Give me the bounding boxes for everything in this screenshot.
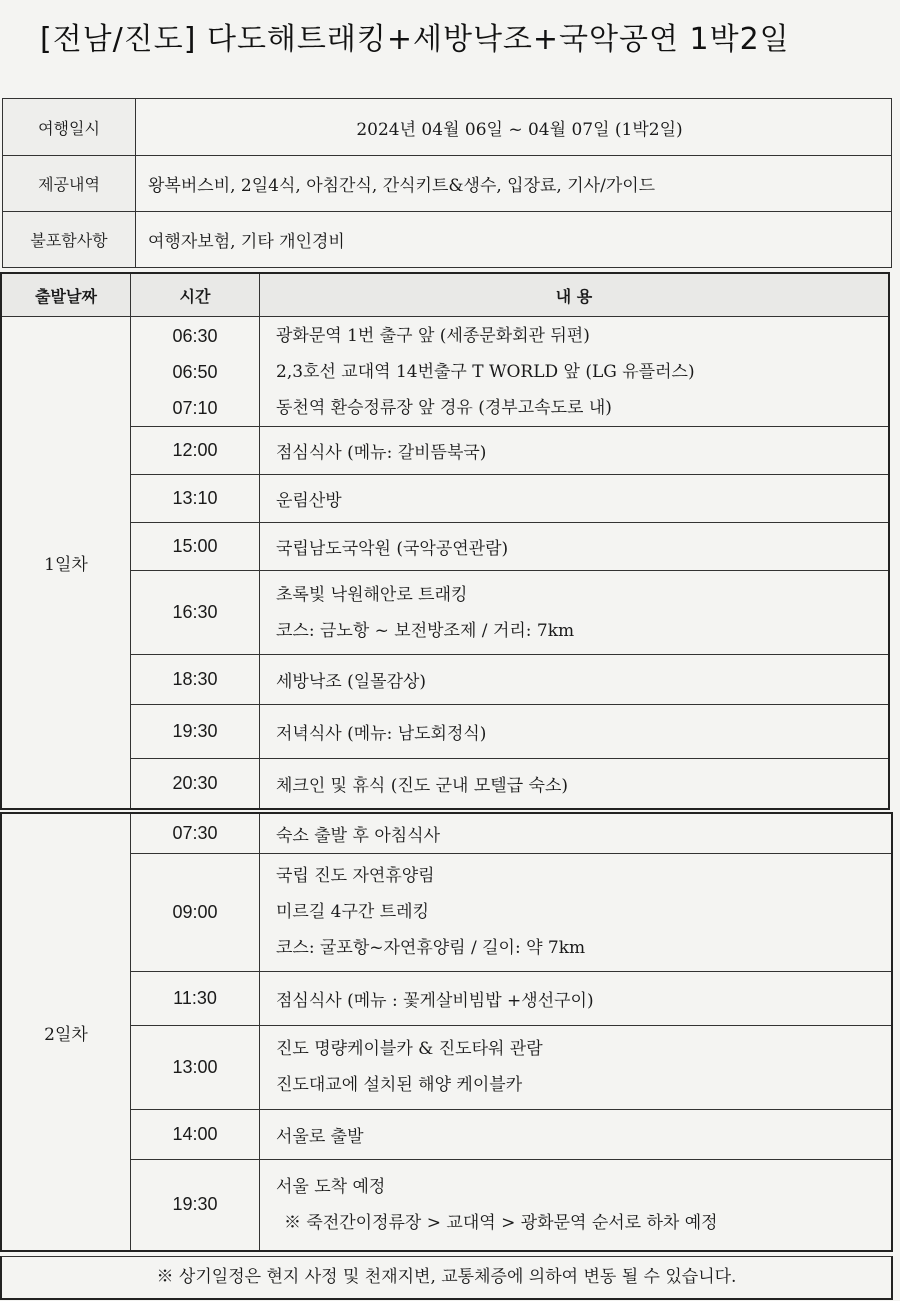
- time-cell: 11:30: [131, 971, 260, 1025]
- time-cell: 07:30: [131, 813, 260, 853]
- header-date: 출발날짜: [1, 273, 131, 317]
- time-cell: 15:00: [131, 523, 260, 571]
- date-label: 여행일시: [3, 99, 136, 156]
- time-cell: 13:10: [131, 475, 260, 523]
- content-cell: [260, 853, 893, 971]
- day1-label: 1일차: [1, 317, 131, 809]
- footer-note: ※ 상기일정은 현지 사정 및 천재지변, 교통체증에 의하여 변동 될 수 있습니다.: [0, 1256, 893, 1300]
- content-line: 국립 진도 자연휴양림: [276, 866, 435, 886]
- content-cell: 저녁식사 (메뉴: 남도회정식): [260, 705, 890, 759]
- content-line: 서울 도착 예정: [276, 1176, 386, 1197]
- content-line: 광화문역 1번 출구 앞 (세종문화회관 뒤편): [276, 325, 590, 346]
- content-cell: [260, 571, 890, 655]
- time-text: 06:50: [172, 361, 218, 382]
- time-cell: 18:30: [131, 655, 260, 705]
- time-cell: [131, 317, 260, 427]
- content-cell: 점심식사 (메뉴: 갈비뜸북국): [260, 427, 890, 475]
- date-value: 2024년 04월 06일 ~ 04월 07일 (1박2일): [136, 99, 892, 156]
- page-title: [전남/진도] 다도해트래킹+세방낙조+국악공연 1박2일: [40, 22, 790, 57]
- header-content: 내 용: [260, 273, 890, 317]
- header-time: 시간: [131, 273, 260, 317]
- content-cell: [260, 317, 890, 427]
- day1-schedule-table: [0, 272, 890, 810]
- content-line: 코스: 금노항 ~ 보전방조제 / 거리: 7km: [276, 620, 575, 641]
- excluded-value: 여행자보험, 기타 개인경비: [136, 212, 892, 268]
- time-cell: 20:30: [131, 759, 260, 809]
- time-cell: 09:00: [131, 853, 260, 971]
- content-line: 동천역 환승정류장 앞 경유 (경부고속도로 내): [276, 397, 612, 418]
- content-cell: 세방낙조 (일몰감상): [260, 655, 890, 705]
- content-line: 2,3호선 교대역 14번출구 T WORLD 앞 (LG 유플러스): [276, 361, 695, 382]
- excluded-label: 불포함사항: [3, 212, 136, 268]
- content-line: ※ 죽전간이정류장 > 교대역 > 광화문역 순서로 하차 예정: [284, 1212, 718, 1233]
- content-line: 미르길 4구간 트레킹: [276, 902, 429, 922]
- time-cell: 12:00: [131, 427, 260, 475]
- day2-label: 2일차: [1, 813, 131, 1251]
- time-cell: 19:30: [131, 705, 260, 759]
- time-cell: 14:00: [131, 1109, 260, 1159]
- content-cell: [260, 1159, 893, 1251]
- content-line: 초록빛 낙원해안로 트래킹: [276, 584, 468, 605]
- trip-info-table: [2, 98, 892, 268]
- content-cell: 점심식사 (메뉴 : 꽃게살비빔밥 +생선구이): [260, 971, 893, 1025]
- time-cell: 19:30: [131, 1159, 260, 1251]
- content-cell: 국립남도국악원 (국악공연관람): [260, 523, 890, 571]
- included-value: 왕복버스비, 2일4식, 아침간식, 간식키트&생수, 입장료, 기사/가이드: [136, 156, 892, 212]
- time-text: 06:30: [172, 325, 218, 346]
- time-cell: 13:00: [131, 1025, 260, 1109]
- content-cell: 체크인 및 휴식 (진도 군내 모텔급 숙소): [260, 759, 890, 809]
- included-label: 제공내역: [3, 156, 136, 212]
- content-cell: 운림산방: [260, 475, 890, 523]
- content-cell: 숙소 출발 후 아침식사: [260, 813, 893, 853]
- content-line: 코스: 굴포항~자연휴양림 / 길이: 약 7km: [276, 938, 586, 958]
- content-line: 진도 명량케이블카 & 진도타워 관람: [276, 1039, 543, 1059]
- time-cell: 16:30: [131, 571, 260, 655]
- content-line: 진도대교에 설치된 해양 케이블카: [276, 1075, 523, 1095]
- time-text: 07:10: [172, 397, 218, 418]
- day2-schedule-table: [0, 812, 893, 1252]
- content-cell: [260, 1025, 893, 1109]
- content-cell: 서울로 출발: [260, 1109, 893, 1159]
